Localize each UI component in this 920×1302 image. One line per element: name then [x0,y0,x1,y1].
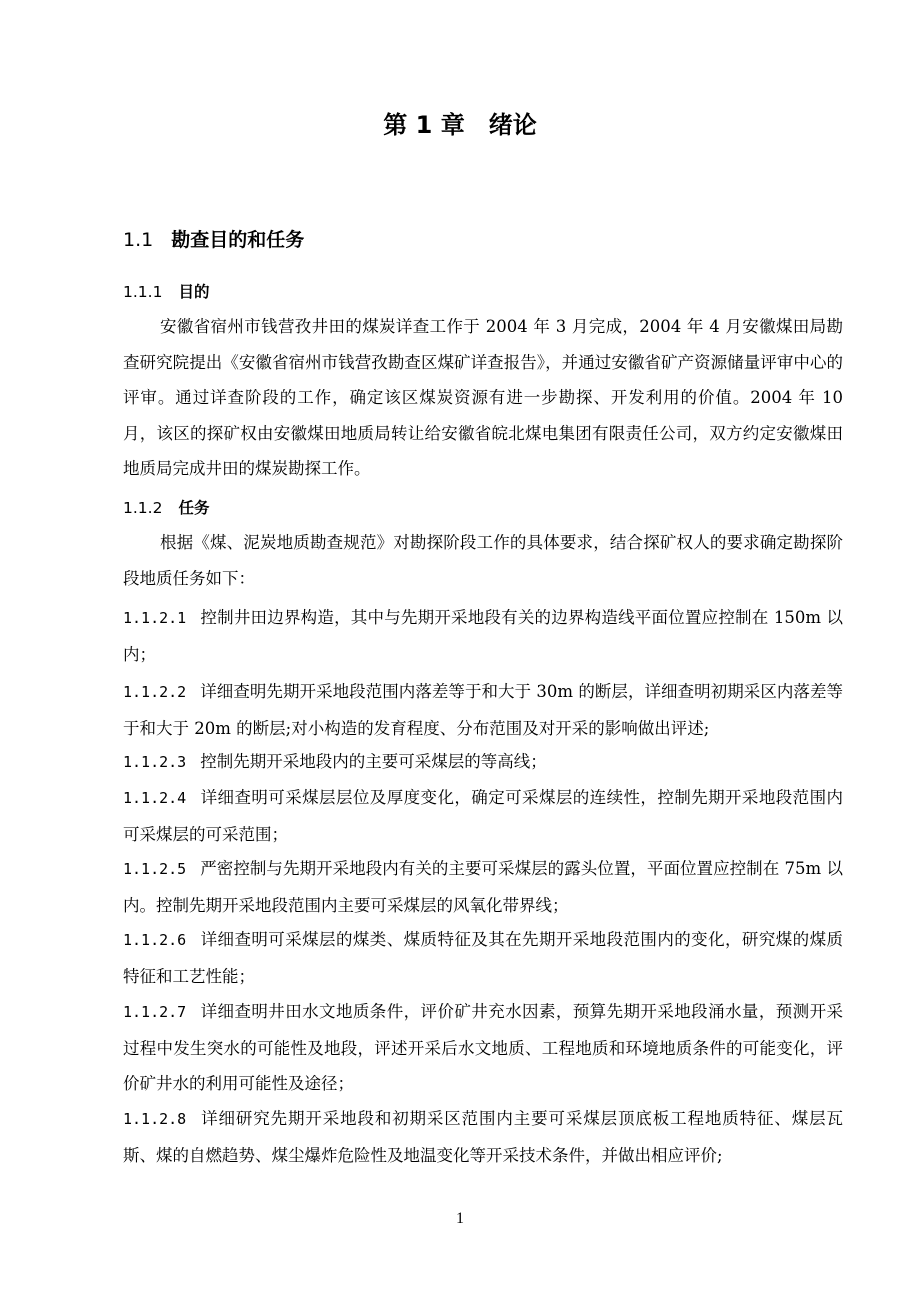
page-number: 1 [456,1210,464,1227]
task-number: 1.1.2.7 [123,1003,187,1021]
task-number: 1.1.2.6 [123,931,187,949]
task-number: 1.1.2.2 [123,683,187,701]
task-text: 控制先期开采地段内的主要可采煤层的等高线； [200,752,547,771]
subsection-title: 目的 [178,283,210,301]
task-text: 详细查明可采煤层层位及厚度变化，确定可采煤层的连续性，控制先期开采地段范围内可采煤层的可采范围； [123,788,843,844]
task-text: 详细查明井田水文地质条件，评价矿井充水因素，预算先期开采地段涌水量，预测开采过程中发生突水的可能性及地段，评述开采后水文地质、工程地质和环境地质条件的可能变化，评价矿井水的利用可能性及途径； [123,1002,843,1093]
task-number: 1.1.2.8 [123,1110,187,1128]
subsection-number: 1.1.1 [123,283,163,301]
subsection-heading-purpose [123,280,209,304]
task-number: 1.1.2.4 [123,789,187,807]
task-text: 严密控制与先期开采地段内有关的主要可采煤层的露头位置，平面位置应控制在 75m 以内。控制先期开采地段范围内主要可采煤层的风氧化带界线； [123,859,843,915]
task-item [123,744,843,781]
task-item [123,780,843,852]
section-number: 1.1 [123,229,154,251]
task-text: 详细查明可采煤层的煤类、煤质特征及其在先期开采地段范围内的变化，研究煤的煤质特征和工艺性能； [123,930,843,986]
task-item [123,922,843,994]
task-text: 控制井田边界构造，其中与先期开采地段有关的边界构造线平面位置应控制在 150m 以内； [123,608,843,664]
task-intro-paragraph: 根据《煤、泥炭地质勘查规范》对勘探阶段工作的具体要求，结合探矿权人的要求确定勘探阶段地质任务如下： [123,533,843,588]
purpose-paragraph: 安徽省宿州市钱营孜井田的煤炭详查工作于 2004 年 3 月完成，2004 年 4 月安徽煤田局勘查研究院提出《安徽省宿州市钱营孜勘查区煤矿详查报告》，并通过安徽省矿产资源储量评审中心的评审。通过详查阶段的工作，确定该区煤炭资源有进一步勘探、开发利用的价值。2004 年 10 月，该区的探矿权由安徽煤田地质局转让给安徽省皖北煤电集团有限责任公司，双方约定安徽煤田地质局完成井田的煤炭勘探工作。 [123,317,843,478]
subsection-title: 任务 [178,499,210,517]
task-item [123,1101,843,1173]
subsection-heading-tasks [123,496,209,520]
section-title: 勘查目的和任务 [171,229,305,251]
task-text: 详细查明先期开采地段范围内落差等于和大于 30m 的断层，详细查明初期采区内落差等于和大于 20m 的断层;对小构造的发育程度、分布范围及对开采的影响做出评述; [123,682,843,738]
chapter-title: 第 1 章 绪论 [383,111,537,139]
subsection-number: 1.1.2 [123,499,163,517]
section-heading [123,226,304,254]
task-item [123,600,843,672]
task-number: 1.1.2.3 [123,753,187,771]
task-text: 详细研究先期开采地段和初期采区范围内主要可采煤层顶底板工程地质特征、煤层瓦斯、煤的自燃趋势、煤尘爆炸危险性及地温变化等开采技术条件，并做出相应评价; [123,1109,843,1165]
task-number: 1.1.2.1 [123,609,187,627]
task-item [123,674,843,746]
task-item [123,994,843,1102]
task-number: 1.1.2.5 [123,860,187,878]
task-item [123,851,843,923]
